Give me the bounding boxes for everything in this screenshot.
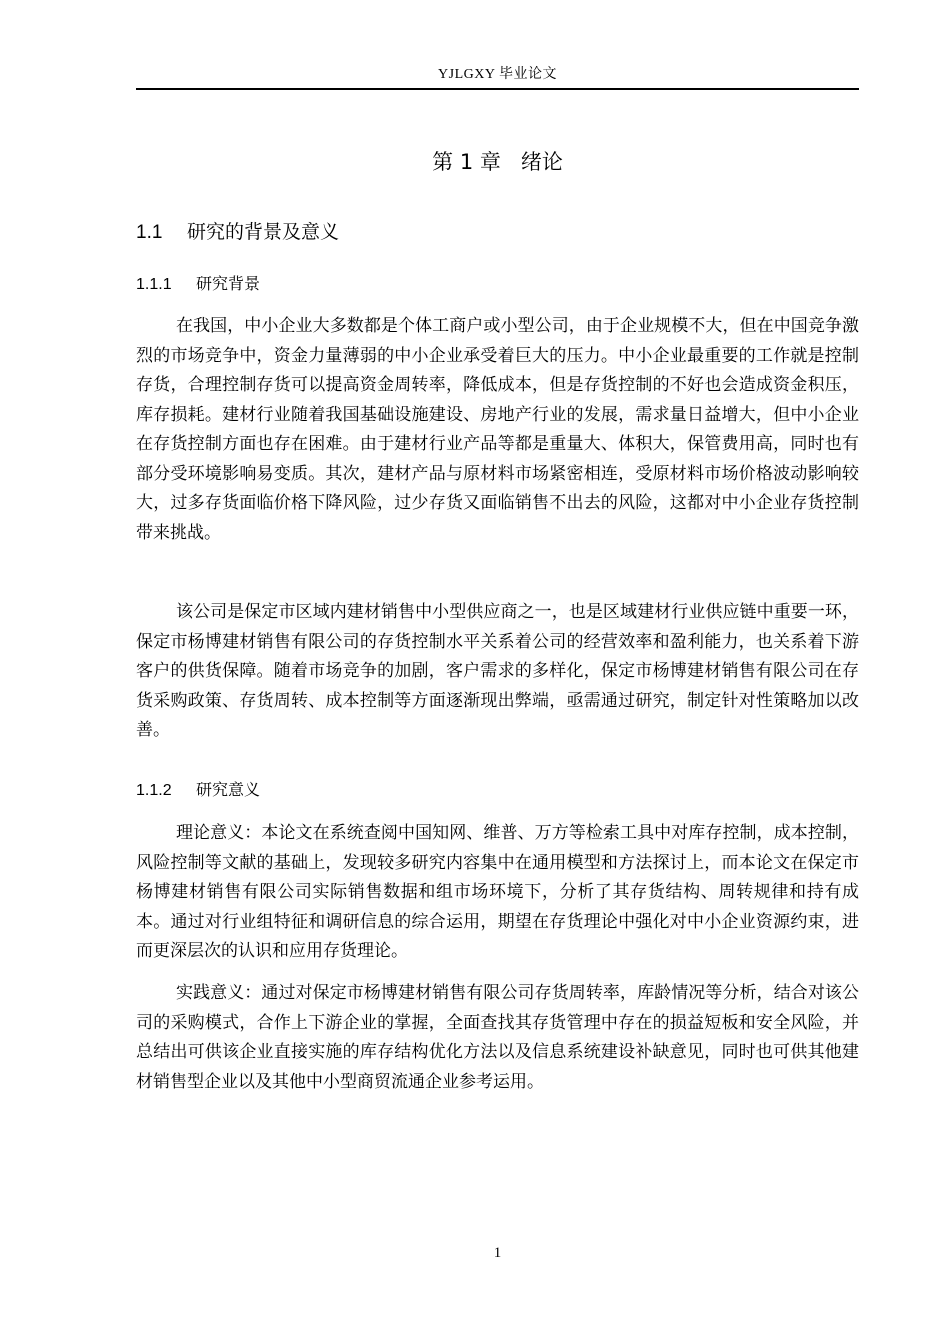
chapter-number: 第 1 章: [432, 150, 501, 174]
subsection-number: 1.1.2: [136, 782, 172, 799]
running-header: YJLGXY 毕业论文: [438, 67, 557, 82]
page-number: 1: [493, 1245, 502, 1261]
paragraph-background-2: 该公司是保定市区域内建材销售中小型供应商之一，也是区域建材行业供应链中重要一环，保定市杨博建材销售有限公司的存货控制水平关系着公司的经营效率和盈利能力，也关系着下游客户的供货保障。随着市场竞争的加剧，客户需求的多样化，保定市杨博建材销售有限公司在存货采购政策、存货周转、成本控制等方面逐渐现出弊端，亟需通过研究，制定针对性策略加以改善。: [136, 602, 859, 740]
chapter-name: 绪论: [520, 150, 563, 174]
subsection-heading-1-1-2: [136, 778, 260, 803]
subsection-title: 研究意义: [196, 780, 261, 799]
paragraph-background-1: 在我国，中小企业大多数都是个体工商户或小型公司，由于企业规模不大，但在中国竞争激烈的市场竞争中，资金力量薄弱的中小企业承受着巨大的压力。中小企业最重要的工作就是控制存货，合理控制存货可以提高资金周转率，降低成本，但是存货控制的不好也会造成资金积压，库存损耗。建材行业随着我国基础设施建设、房地产行业的发展，需求量日益增大，但中小企业在存货控制方面也存在困难。由于建材行业产品等都是重量大、体积大，保管费用高，同时也有部分受环境影响易变质。其次，建材产品与原材料市场紧密相连，受原材料市场价格波动影响较大，过多存货面临价格下降风险，过少存货又面临销售不出去的风险，这都对中小企业存货控制带来挑战。: [136, 316, 859, 543]
chapter-title: [136, 146, 859, 178]
paragraph-practical-significance: 实践意义：通过对保定市杨博建材销售有限公司存货周转率，库龄情况等分析，结合对该公司的采购模式，合作上下游企业的掌握，全面查找其存货管理中存在的损益短板和安全风险，并总结出可供该企业直接实施的库存结构优化方法以及信息系统建设补缺意见，同时也可供其他建材销售型企业以及其他中小型商贸流通企业参考运用。: [136, 983, 859, 1092]
section-heading-1-1: [136, 218, 339, 247]
section-number: 1.1: [136, 222, 163, 243]
subsection-heading-1-1-1: [136, 272, 260, 297]
subsection-title: 研究背景: [196, 274, 261, 293]
section-title: 研究的背景及意义: [187, 221, 340, 243]
header-rule: [136, 88, 859, 90]
paragraph-theoretical-significance: 理论意义：本论文在系统查阅中国知网、维普、万方等检索工具中对库存控制，成本控制，风险控制等文献的基础上，发现较多研究内容集中在通用模型和方法探讨上，而本论文在保定市杨博建材销售有限公司实际销售数据和组市场环境下，分析了其存货结构、周转规律和持有成本。通过对行业组特征和调研信息的综合运用，期望在存货理论中强化对中小企业资源约束，进而更深层次的认识和应用存货理论。: [136, 823, 859, 961]
subsection-number: 1.1.1: [136, 276, 172, 293]
